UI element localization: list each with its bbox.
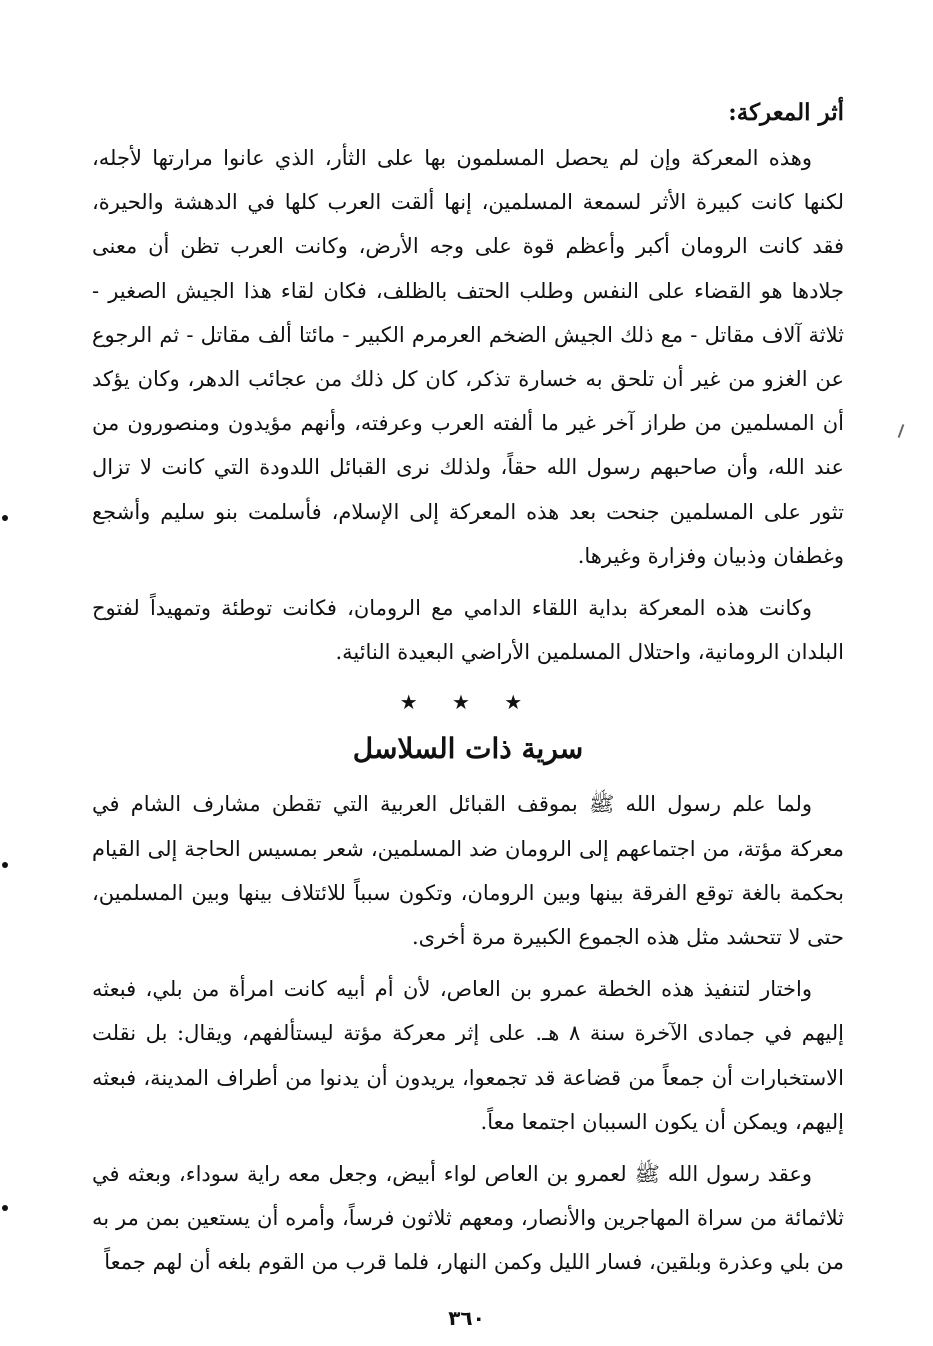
separator-stars: ★ ★ ★ — [399, 690, 537, 715]
scan-speck — [2, 515, 8, 521]
page-body — [92, 90, 844, 1293]
scan-speck — [2, 1205, 8, 1211]
scan-mark — [898, 424, 905, 438]
paragraph: ولما علم رسول الله ﷺ بموقف القبائل العربية التي تقطن مشارف الشام في معركة مؤتة، من اجتماعهم إلى الرومان ضد المسلمين، شعر بمسيس الحاجة إلى القيام بحكمة بالغة توقع الفرقة بينها وبين الرومان، وتكون سبباً للائتلاف بينها وبين المسلمين، حتى لا تتحشد مثل هذه الجموع الكبيرة مرة أخرى. — [92, 792, 844, 950]
page-number: ٣٦٠ — [448, 1306, 485, 1330]
section-heading: أثر المعركة: — [728, 99, 844, 126]
paragraph: وكانت هذه المعركة بداية اللقاء الدامي مع الرومان، فكانت توطئة وتمهيداً لفتوح البلدان الرومانية، واحتلال المسلمين الأراضي البعيدة النائية. — [92, 596, 844, 665]
paragraph: واختار لتنفيذ هذه الخطة عمرو بن العاص، لأن أم أبيه كانت امرأة من بلي، فبعثه إليهم في جمادى الآخرة سنة ٨ هـ. على إثر معركة مؤتة ليستألفهم، ويقال: بل نقلت الاستخبارات أن جمعاً من قضاعة قد تجمعوا، يريدون أن يدنوا من أطراف المدينة، فبعثه إليهم، ويمكن أن يكون السببان اجتمعا معاً. — [92, 977, 844, 1134]
paragraph: وهذه المعركة وإن لم يحصل المسلمون بها على الثأر، الذي عانوا مرارتها لأجله، لكنها كانت كبيرة الأثر لسمعة المسلمين، إنها ألقت العرب كلها في الدهشة والحيرة، فقد كانت الرومان أكبر وأعظم قوة على وجه الأرض، وكانت العرب تظن أن معنى جلادها هو القضاء على النفس وطلب الحتف بالظلف، فكان لقاء هذا الجيش الصغير - ثلاثة آلاف مقاتل - مع ذلك الجيش الضخم العرمرم الكبير - مائتا ألف مقاتل - ثم الرجوع عن الغزو من غير أن تلحق به خسارة تذكر، كان كل ذلك من عجائب الدهر، وكان يؤكد أن المسلمين من طراز آخر غير ما ألفته العرب وعرفته، وأنهم مؤيدون ومنصورون من عند الله، وأن صاحبهم رسول الله حقاً، ولذلك نرى القبائل اللدودة التي كانت لا تزال تثور على المسلمين جنحت بعد هذه المعركة إلى الإسلام، فأسلمت بنو سليم وأشجع وغطفان وذبيان وفزارة وغيرها. — [92, 146, 844, 568]
scan-speck — [2, 862, 8, 868]
section-title: سرية ذات السلاسل — [352, 732, 584, 766]
paragraph: وعقد رسول الله ﷺ لعمرو بن العاص لواء أبيض، وجعل معه راية سوداء، وبعثه في ثلاثمائة من سراة المهاجرين والأنصار، ومعهم ثلاثون فرساً، وأمره أن يستعين بمن مر به من بلي وعذرة وبلقين، فسار الليل وكمن النهار، فلما قرب من القوم بلغه أن لهم جمعاً — [92, 1162, 844, 1275]
